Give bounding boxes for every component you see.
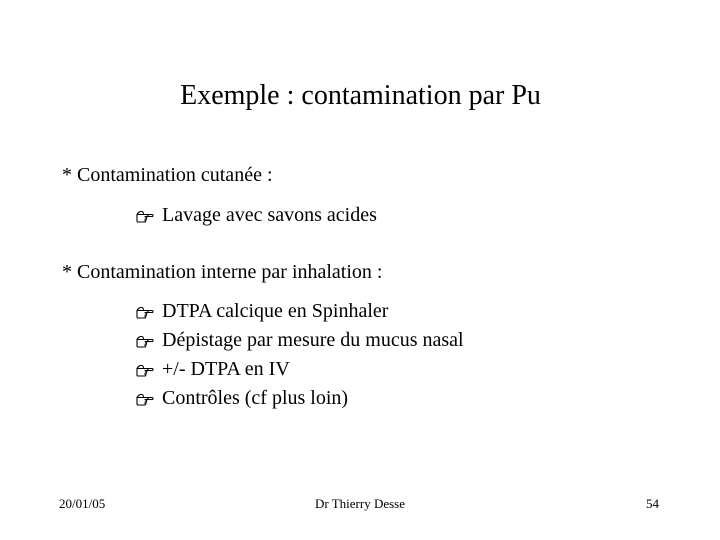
pointing-hand-icon <box>136 209 154 223</box>
bullet-text: DTPA calcique en Spinhaler <box>162 300 389 322</box>
bullet-list-cutaneous <box>136 201 377 230</box>
bullet-list-internal <box>136 297 464 413</box>
pointing-hand-icon <box>136 363 154 377</box>
footer-date: 20/01/05 <box>59 496 106 511</box>
list-item <box>136 201 377 230</box>
pointing-hand-icon <box>136 305 154 319</box>
section-heading-cutaneous: * Contamination cutanée : <box>62 164 273 186</box>
footer-author: Dr Thierry Desse <box>314 496 405 511</box>
bullet-text: Lavage avec savons acides <box>162 204 377 226</box>
list-item <box>136 384 464 413</box>
list-item <box>136 297 464 326</box>
footer-page-number: 54 <box>646 496 659 511</box>
pointing-hand-icon <box>136 392 154 406</box>
section-heading-internal: * Contamination interne par inhalation : <box>62 261 383 283</box>
list-item <box>136 326 464 355</box>
list-item <box>136 355 464 384</box>
pointing-hand-icon <box>136 334 154 348</box>
bullet-text: +/- DTPA en IV <box>162 358 290 380</box>
bullet-text: Dépistage par mesure du mucus nasal <box>162 329 464 351</box>
bullet-text: Contrôles (cf plus loin) <box>162 387 349 409</box>
slide-title: Exemple : contamination par Pu <box>180 80 541 111</box>
